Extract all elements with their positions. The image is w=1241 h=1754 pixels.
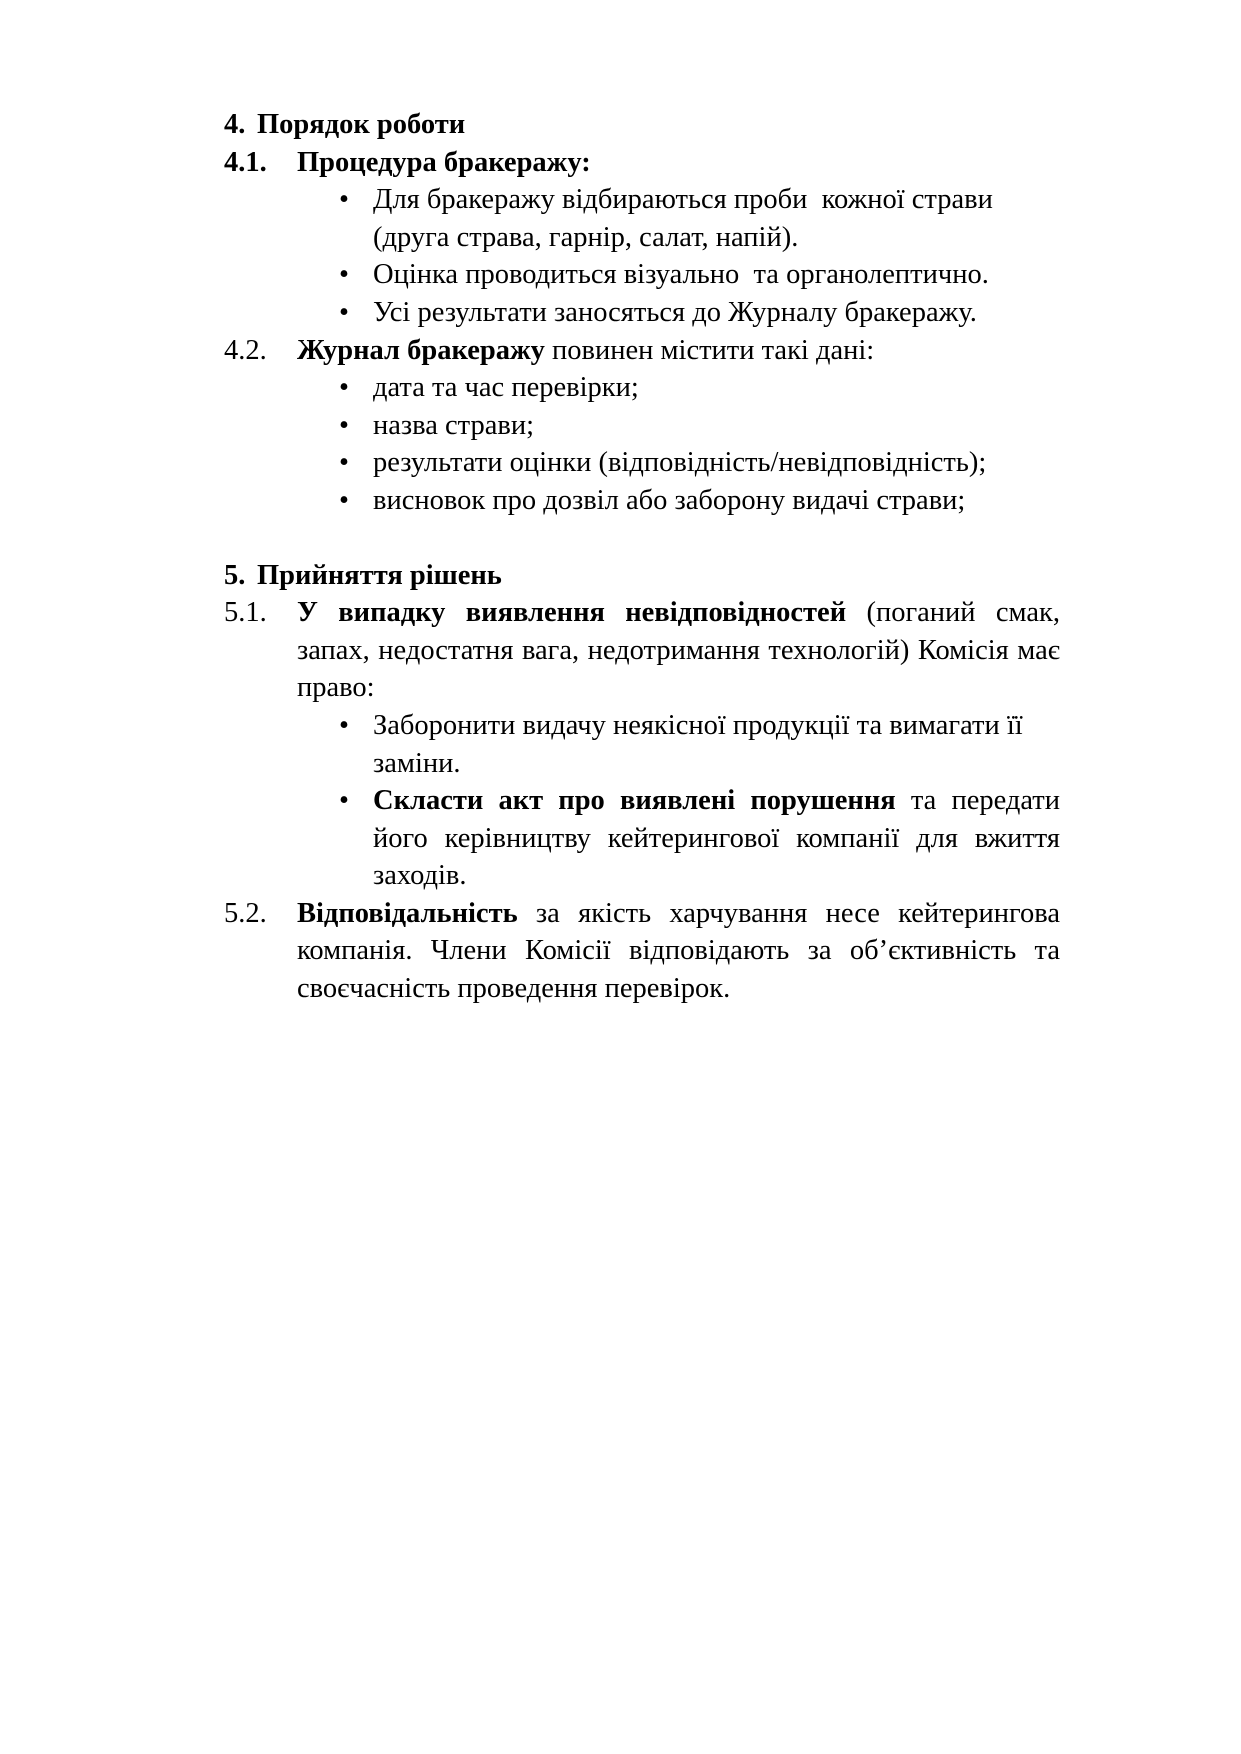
list-item-rest: Заборонити видачу неякісної продукції та вимагати її заміни. <box>373 709 1023 779</box>
list-item <box>339 256 1060 294</box>
list-item-text: Оцінка проводиться візуально та органолептично. <box>373 259 989 291</box>
section-4-2-bullet-list <box>339 369 1060 519</box>
section-4-2-lead: Журнал бракеражу <box>297 334 545 366</box>
list-item-text: Для бракеражу відбираються проби кожної страви (друга страва, гарнір, салат, напій). <box>373 184 1000 253</box>
section-4-2-text <box>297 332 1060 370</box>
bullet-icon: • <box>339 785 349 817</box>
section-4-heading <box>224 106 1060 144</box>
section-5-1-lead: У випадку виявлення невідповідностей <box>297 597 847 629</box>
section-4-1-number: 4.1. <box>224 146 267 178</box>
section-5-2-paragraph <box>224 895 1060 1008</box>
section-4-2-rest: повинен містити такі дані: <box>544 334 875 366</box>
bullet-icon: • <box>339 296 349 328</box>
bullet-icon: • <box>339 259 349 291</box>
list-item <box>339 782 1060 895</box>
list-item <box>339 407 1060 445</box>
list-item-text <box>373 782 1060 895</box>
section-5-number: 5. <box>224 559 246 591</box>
section-4-1-title: Процедура бракеражу: <box>297 146 591 178</box>
list-item-text <box>373 707 1060 782</box>
bullet-icon: • <box>339 372 349 404</box>
section-4-number: 4. <box>224 109 246 140</box>
section-5-2-text <box>297 895 1060 1008</box>
list-item-text: дата та час перевірки; <box>373 372 639 404</box>
list-item-text: висновок про дозвіл або заборону видачі страви; <box>373 484 966 516</box>
section-5-title: Прийняття рішень <box>257 559 502 591</box>
section-5-2-lead: Відповідальність <box>297 897 518 929</box>
section-4-1-heading <box>224 144 1060 182</box>
bullet-icon: • <box>339 709 349 741</box>
section-4-title: Порядок роботи <box>257 109 466 140</box>
section-4-2-paragraph <box>224 332 1060 370</box>
bullet-icon: • <box>339 409 349 441</box>
list-item-text: результати оцінки (відповідність/невідповідність); <box>373 447 987 479</box>
bullet-icon: • <box>339 484 349 516</box>
section-4-2-number: 4.2. <box>224 334 267 366</box>
section-5-1-rest: (поганий смак, запах, недостатня вага, недотримання технологій) Комісія має право: <box>297 597 1060 704</box>
section-5-1-paragraph <box>224 594 1060 707</box>
list-item <box>339 181 1060 256</box>
list-item-text: назва страви; <box>373 409 534 441</box>
section-5-2-number: 5.2. <box>224 897 267 929</box>
list-item-lead: Скласти акт про виявлені порушення <box>373 785 896 817</box>
section-5-1-text <box>297 594 1060 707</box>
list-item-text: Усі результати заносяться до Журналу бракеражу. <box>373 296 977 328</box>
list-item-rest: та передати його керівництву кейтерингової компанії для вжиття заходів. <box>373 785 1060 892</box>
document-body <box>224 106 1060 1008</box>
section-4-1-bullet-list <box>339 181 1060 331</box>
list-item <box>339 707 1060 782</box>
section-5-1-bullet-list <box>339 707 1060 895</box>
list-item <box>339 369 1060 407</box>
bullet-icon: • <box>339 184 349 216</box>
bullet-icon: • <box>339 447 349 479</box>
list-item <box>339 294 1060 332</box>
section-5-1-number: 5.1. <box>224 597 267 629</box>
list-item <box>339 482 1060 520</box>
list-item <box>339 444 1060 482</box>
section-5-heading <box>224 557 1060 595</box>
section-5-2-rest: за якість харчування несе кейтерингова компанія. Члени Комісії відповідають за об’єктивність та своєчасність проведення перевірок. <box>297 897 1060 1005</box>
